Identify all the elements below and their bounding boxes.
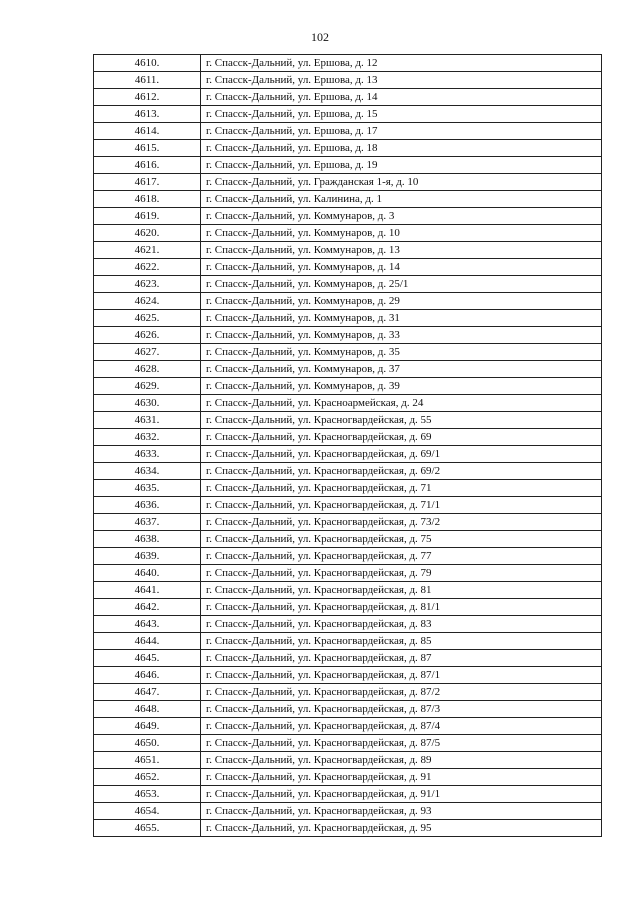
row-number: 4651. bbox=[94, 752, 201, 769]
row-address: г. Спасск-Дальний, ул. Коммунаров, д. 33 bbox=[201, 327, 602, 344]
row-address: г. Спасск-Дальний, ул. Красногвардейская, д. 81/1 bbox=[201, 599, 602, 616]
table-row bbox=[94, 123, 602, 140]
row-number: 4629. bbox=[94, 378, 201, 395]
row-address: г. Спасск-Дальний, ул. Коммунаров, д. 37 bbox=[201, 361, 602, 378]
table-row bbox=[94, 514, 602, 531]
table-row bbox=[94, 242, 602, 259]
row-address: г. Спасск-Дальний, ул. Красногвардейская, д. 83 bbox=[201, 616, 602, 633]
row-address: г. Спасск-Дальний, ул. Ершова, д. 17 bbox=[201, 123, 602, 140]
table-row bbox=[94, 667, 602, 684]
table-row bbox=[94, 633, 602, 650]
row-number: 4647. bbox=[94, 684, 201, 701]
row-number: 4635. bbox=[94, 480, 201, 497]
row-address: г. Спасск-Дальний, ул. Гражданская 1-я, д. 10 bbox=[201, 174, 602, 191]
table-row bbox=[94, 463, 602, 480]
address-table bbox=[93, 54, 602, 837]
row-number: 4643. bbox=[94, 616, 201, 633]
row-address: г. Спасск-Дальний, ул. Красногвардейская, д. 69/2 bbox=[201, 463, 602, 480]
row-number: 4624. bbox=[94, 293, 201, 310]
row-number: 4616. bbox=[94, 157, 201, 174]
row-address: г. Спасск-Дальний, ул. Красногвардейская, д. 81 bbox=[201, 582, 602, 599]
table-row bbox=[94, 548, 602, 565]
row-address: г. Спасск-Дальний, ул. Ершова, д. 18 bbox=[201, 140, 602, 157]
row-address: г. Спасск-Дальний, ул. Калинина, д. 1 bbox=[201, 191, 602, 208]
table-row bbox=[94, 565, 602, 582]
row-number: 4641. bbox=[94, 582, 201, 599]
row-address: г. Спасск-Дальний, ул. Красногвардейская, д. 87/1 bbox=[201, 667, 602, 684]
row-address: г. Спасск-Дальний, ул. Красногвардейская, д. 91 bbox=[201, 769, 602, 786]
row-number: 4649. bbox=[94, 718, 201, 735]
row-address: г. Спасск-Дальний, ул. Коммунаров, д. 31 bbox=[201, 310, 602, 327]
address-table-body bbox=[94, 55, 602, 837]
row-number: 4613. bbox=[94, 106, 201, 123]
row-address: г. Спасск-Дальний, ул. Красногвардейская, д. 87/3 bbox=[201, 701, 602, 718]
table-row bbox=[94, 378, 602, 395]
row-number: 4625. bbox=[94, 310, 201, 327]
row-number: 4652. bbox=[94, 769, 201, 786]
table-row bbox=[94, 650, 602, 667]
row-number: 4619. bbox=[94, 208, 201, 225]
row-address: г. Спасск-Дальний, ул. Коммунаров, д. 29 bbox=[201, 293, 602, 310]
table-row bbox=[94, 293, 602, 310]
row-number: 4634. bbox=[94, 463, 201, 480]
row-address: г. Спасск-Дальний, ул. Красногвардейская, д. 71 bbox=[201, 480, 602, 497]
table-row bbox=[94, 769, 602, 786]
row-number: 4628. bbox=[94, 361, 201, 378]
table-row bbox=[94, 276, 602, 293]
row-address: г. Спасск-Дальний, ул. Ершова, д. 19 bbox=[201, 157, 602, 174]
row-number: 4653. bbox=[94, 786, 201, 803]
row-address: г. Спасск-Дальний, ул. Красногвардейская, д. 87/4 bbox=[201, 718, 602, 735]
row-address: г. Спасск-Дальний, ул. Ершова, д. 13 bbox=[201, 72, 602, 89]
row-address: г. Спасск-Дальний, ул. Красногвардейская, д. 87/2 bbox=[201, 684, 602, 701]
row-number: 4636. bbox=[94, 497, 201, 514]
table-row bbox=[94, 259, 602, 276]
row-address: г. Спасск-Дальний, ул. Красногвардейская, д. 77 bbox=[201, 548, 602, 565]
table-row bbox=[94, 684, 602, 701]
row-number: 4614. bbox=[94, 123, 201, 140]
table-row bbox=[94, 429, 602, 446]
row-address: г. Спасск-Дальний, ул. Красногвардейская, д. 95 bbox=[201, 820, 602, 837]
table-row bbox=[94, 701, 602, 718]
row-address: г. Спасск-Дальний, ул. Красногвардейская, д. 87 bbox=[201, 650, 602, 667]
row-number: 4632. bbox=[94, 429, 201, 446]
row-number: 4631. bbox=[94, 412, 201, 429]
row-address: г. Спасск-Дальний, ул. Красногвардейская, д. 89 bbox=[201, 752, 602, 769]
table-row bbox=[94, 480, 602, 497]
row-address: г. Спасск-Дальний, ул. Красногвардейская, д. 87/5 bbox=[201, 735, 602, 752]
table-row bbox=[94, 157, 602, 174]
table-row bbox=[94, 225, 602, 242]
row-address: г. Спасск-Дальний, ул. Коммунаров, д. 14 bbox=[201, 259, 602, 276]
row-address: г. Спасск-Дальний, ул. Красногвардейская, д. 85 bbox=[201, 633, 602, 650]
row-number: 4620. bbox=[94, 225, 201, 242]
row-number: 4638. bbox=[94, 531, 201, 548]
table-row bbox=[94, 820, 602, 837]
row-number: 4642. bbox=[94, 599, 201, 616]
row-address: г. Спасск-Дальний, ул. Коммунаров, д. 13 bbox=[201, 242, 602, 259]
table-row bbox=[94, 55, 602, 72]
table-row bbox=[94, 531, 602, 548]
table-row bbox=[94, 582, 602, 599]
row-number: 4621. bbox=[94, 242, 201, 259]
row-address: г. Спасск-Дальний, ул. Красногвардейская, д. 69 bbox=[201, 429, 602, 446]
table-row bbox=[94, 361, 602, 378]
row-address: г. Спасск-Дальний, ул. Красногвардейская, д. 79 bbox=[201, 565, 602, 582]
row-number: 4615. bbox=[94, 140, 201, 157]
row-number: 4617. bbox=[94, 174, 201, 191]
row-address: г. Спасск-Дальний, ул. Коммунаров, д. 35 bbox=[201, 344, 602, 361]
table-row bbox=[94, 174, 602, 191]
table-row bbox=[94, 412, 602, 429]
row-number: 4612. bbox=[94, 89, 201, 106]
table-row bbox=[94, 89, 602, 106]
table-row bbox=[94, 803, 602, 820]
table-row bbox=[94, 616, 602, 633]
table-row bbox=[94, 72, 602, 89]
row-address: г. Спасск-Дальний, ул. Красногвардейская, д. 75 bbox=[201, 531, 602, 548]
row-number: 4639. bbox=[94, 548, 201, 565]
row-address: г. Спасск-Дальний, ул. Ершова, д. 15 bbox=[201, 106, 602, 123]
row-address: г. Спасск-Дальний, ул. Ершова, д. 12 bbox=[201, 55, 602, 72]
table-row bbox=[94, 310, 602, 327]
table-row bbox=[94, 395, 602, 412]
table-row bbox=[94, 140, 602, 157]
row-number: 4637. bbox=[94, 514, 201, 531]
row-number: 4648. bbox=[94, 701, 201, 718]
row-number: 4650. bbox=[94, 735, 201, 752]
row-address: г. Спасск-Дальний, ул. Коммунаров, д. 3 bbox=[201, 208, 602, 225]
row-number: 4618. bbox=[94, 191, 201, 208]
row-number: 4645. bbox=[94, 650, 201, 667]
row-address: г. Спасск-Дальний, ул. Красногвардейская, д. 71/1 bbox=[201, 497, 602, 514]
row-number: 4611. bbox=[94, 72, 201, 89]
row-number: 4622. bbox=[94, 259, 201, 276]
table-row bbox=[94, 344, 602, 361]
row-number: 4626. bbox=[94, 327, 201, 344]
table-row bbox=[94, 208, 602, 225]
table-row bbox=[94, 497, 602, 514]
row-number: 4610. bbox=[94, 55, 201, 72]
table-row bbox=[94, 106, 602, 123]
row-address: г. Спасск-Дальний, ул. Коммунаров, д. 10 bbox=[201, 225, 602, 242]
row-address: г. Спасск-Дальний, ул. Ершова, д. 14 bbox=[201, 89, 602, 106]
row-number: 4627. bbox=[94, 344, 201, 361]
row-number: 4640. bbox=[94, 565, 201, 582]
table-row bbox=[94, 735, 602, 752]
row-address: г. Спасск-Дальний, ул. Красногвардейская, д. 55 bbox=[201, 412, 602, 429]
row-number: 4644. bbox=[94, 633, 201, 650]
table-row bbox=[94, 191, 602, 208]
row-number: 4646. bbox=[94, 667, 201, 684]
row-address: г. Спасск-Дальний, ул. Коммунаров, д. 25/1 bbox=[201, 276, 602, 293]
row-address: г. Спасск-Дальний, ул. Красногвардейская, д. 93 bbox=[201, 803, 602, 820]
row-number: 4623. bbox=[94, 276, 201, 293]
row-number: 4630. bbox=[94, 395, 201, 412]
row-address: г. Спасск-Дальний, ул. Коммунаров, д. 39 bbox=[201, 378, 602, 395]
table-row bbox=[94, 446, 602, 463]
table-row bbox=[94, 752, 602, 769]
row-address: г. Спасск-Дальний, ул. Красноармейская, д. 24 bbox=[201, 395, 602, 412]
row-address: г. Спасск-Дальний, ул. Красногвардейская, д. 69/1 bbox=[201, 446, 602, 463]
table-row bbox=[94, 327, 602, 344]
row-address: г. Спасск-Дальний, ул. Красногвардейская, д. 73/2 bbox=[201, 514, 602, 531]
page-number: 102 bbox=[311, 30, 329, 44]
row-address: г. Спасск-Дальний, ул. Красногвардейская, д. 91/1 bbox=[201, 786, 602, 803]
table-row bbox=[94, 599, 602, 616]
row-number: 4633. bbox=[94, 446, 201, 463]
row-number: 4655. bbox=[94, 820, 201, 837]
row-number: 4654. bbox=[94, 803, 201, 820]
table-row bbox=[94, 718, 602, 735]
table-row bbox=[94, 786, 602, 803]
